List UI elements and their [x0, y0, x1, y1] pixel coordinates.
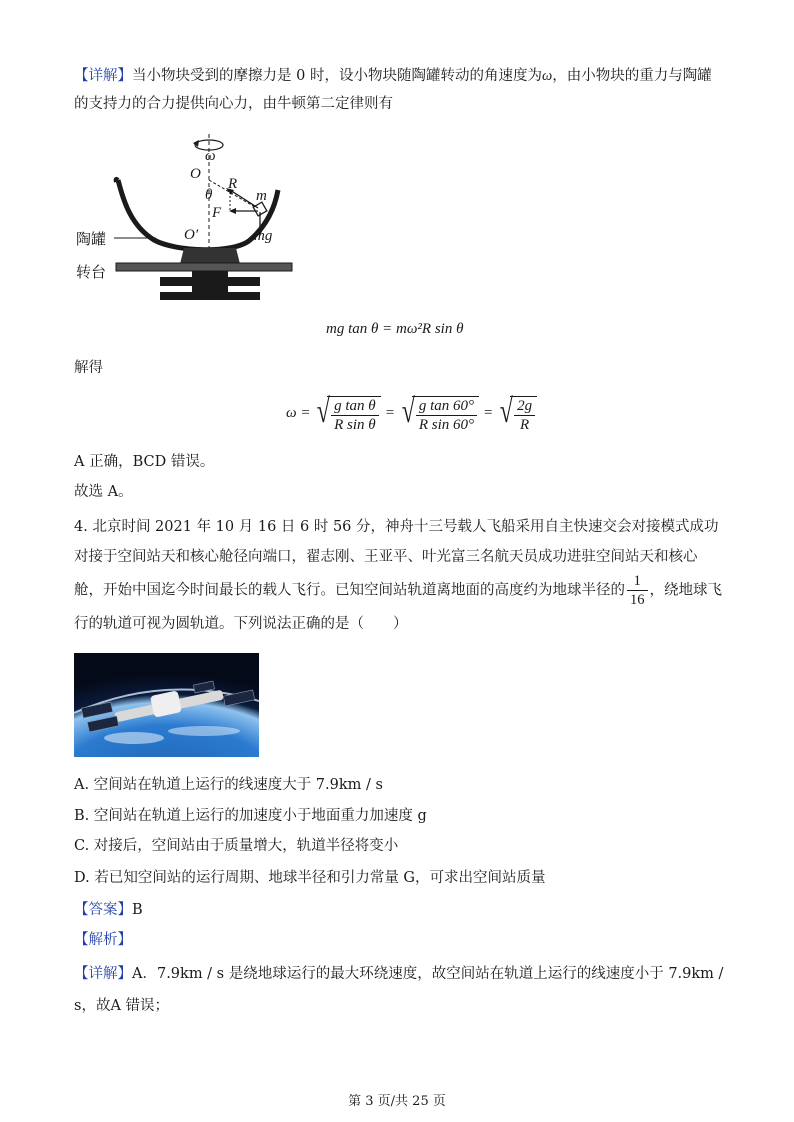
jar-turntable-figure: [74, 132, 304, 304]
answer-tag: 【答案】: [74, 902, 132, 918]
fig-label-O: O: [190, 166, 201, 182]
fig-label-Oprime: O′: [184, 227, 199, 243]
option-b: B. 空间站在轨道上运行的加速度小于地面重力加速度 g: [74, 808, 427, 824]
eq2-f2-num: g tan 60°: [416, 397, 477, 416]
analysis-tag-text: 【解析】: [74, 932, 132, 948]
fig-label-omega: ω: [205, 148, 216, 164]
fig-label-m: m: [256, 188, 267, 204]
eq2-f2-den: R sin 60°: [418, 417, 474, 433]
answer-line: [74, 898, 143, 922]
para1-text-b: ，由小物块的重力与陶罐的支持力的合力提供向心力，由牛顿第二定律则有: [74, 68, 712, 112]
eq2-f3-den: R: [520, 417, 530, 433]
eq2-eq-b: =: [484, 404, 493, 421]
answer-value: B: [132, 902, 143, 918]
eq2-f3-num: 2g: [514, 397, 535, 416]
question-4: [74, 512, 724, 639]
page-footer: 第 3 页/共 25 页: [348, 1094, 446, 1109]
option-a: A. 空间站在轨道上运行的线速度大于 7.9km / s: [74, 777, 383, 793]
jar-base: [180, 248, 240, 264]
fig-label-theta: θ: [205, 187, 213, 203]
eq2-f1-num: g tan θ: [331, 397, 379, 416]
equation-newton: mg tan θ = mω²R sin θ: [326, 321, 464, 337]
fig-label-turntable: 转台: [76, 263, 107, 281]
choose-line: 故选 A。: [74, 484, 133, 500]
fig-label-mg: mg: [254, 228, 273, 244]
equation-omega: ω = √ $\frac{\text{g tan θ}}{\text{R sin θ}}$ = √ $\frac{\text{g tan 60°}}{\text{R sin 60°}}$ = √ $\frac{2g}{R}$: [286, 392, 537, 434]
detail-paragraph-2: [74, 958, 724, 1022]
detail-tag-2: 【详解】: [74, 966, 132, 982]
analysis-tag: [74, 928, 132, 952]
option-c: C. 对接后，空间站由于质量增大，轨道半径将变小: [74, 838, 399, 854]
detail-paragraph-1: [74, 62, 724, 118]
eq2-f1-den: R sin θ: [334, 417, 376, 433]
conclusion-line: A 正确，BCD 错误。: [74, 454, 215, 470]
q4-text-a: 4. 北京时间 2021 年 10 月 16 日 6 时 56 分，神舟十三号载人飞船采用自主快速交会对接模式成功对接于空间站天和核心舱径向端口，翟志刚、王亚平、叶光富三名航天员成功进驻空间站天和核心舱，开始中国迄今时间最长的载人飞行。已知空间站轨道离地面的高度约为地球半径的: [74, 519, 719, 599]
eq2-eq-a: =: [385, 404, 395, 421]
fig-label-jar: 陶罐: [76, 230, 107, 248]
fig-label-F: F: [212, 205, 222, 221]
detail-text: A．7.9km / s 是绕地球运行的最大环绕速度，故空间站在轨道上运行的线速度小于 7.9km / s，故A 错误；: [74, 966, 724, 1014]
omega-symbol: ω: [541, 68, 553, 84]
detail-tag: 【详解】: [74, 68, 132, 84]
fig-label-R: R: [228, 176, 238, 192]
option-d: D. 若已知空间站的运行周期、地球半径和引力常量 G，可求出空间站质量: [74, 870, 546, 886]
q4-fraction: [627, 572, 648, 609]
space-station-image: [74, 653, 259, 757]
para1-text-a: 当小物块受到的摩擦力是 0 时，设小物块随陶罐转动的角速度为: [132, 68, 542, 84]
eq2-lhs: ω =: [286, 404, 311, 421]
q4-frac-den: 16: [630, 592, 645, 608]
q4-frac-num: 1: [627, 572, 648, 591]
solve-label: 解得: [74, 360, 103, 376]
turntable-plate: [116, 263, 292, 271]
q4-text-b: ，绕地球飞行的轨道可视为圆轨道。下列说法正确的是（ ）: [74, 582, 722, 632]
